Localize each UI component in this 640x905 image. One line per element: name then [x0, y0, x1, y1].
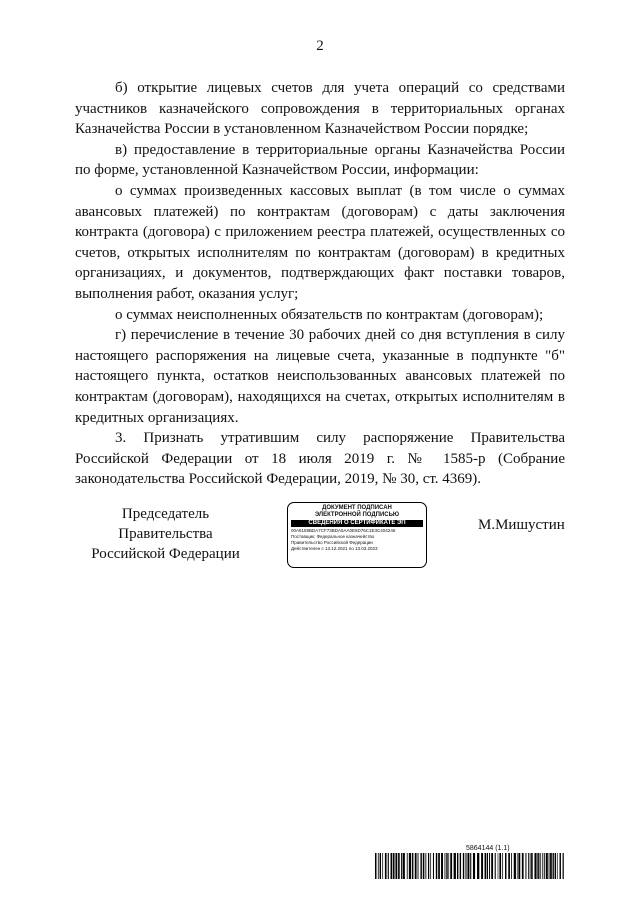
paragraph-obligations: о суммах неисполненных обязательств по контрактам (договорам); [115, 306, 544, 323]
paragraph-g: г) перечисление в течение 30 рабочих дней со дня вступления в силу настоящего распоряжения на лицевые счета, указанные в подпункте "б" настоящего пункта, остатков неиспользованных авансовых платежей по контрактам (договорам), находящихся на счетах, открытых исполнителям в кредитных организациях. [75, 327, 565, 426]
signatory-name: М.Мишустин [478, 517, 565, 533]
stamp-line1: ДОКУМЕНТ ПОДПИСАН [322, 505, 392, 511]
stamp-validity: Действителен с 13.12.2021 по 13.03.2023 [291, 546, 378, 551]
paragraph-v: в) предоставление в территориальные органы Казначейства России по форме, установленной Казначейством России, информации: [75, 141, 565, 179]
stamp-header: СВЕДЕНИЯ О СЕРТИФИКАТЕ ЭП [291, 520, 423, 527]
electronic-signature-stamp [287, 502, 427, 568]
stamp-issuer: Поставщик: Федеральное казначейство [291, 534, 375, 539]
stamp-serial: 00A6159BDA7CF73BDA5AA0E5D76C1E3C404246 [291, 528, 396, 533]
paragraph-3: 3. Признать утратившим силу распоряжение Правительства Российской Федерации от 18 июля 2019 г. № 1585-р (Собрание законодательства Российской Федерации, 2019, № 30, ст. 4369). [75, 430, 565, 488]
document-code: 5864144 (1.1) [466, 845, 510, 852]
page-number: 2 [316, 38, 324, 54]
stamp-owner: Правительство Российской Федерации [291, 540, 373, 545]
paragraph-payments: о суммах произведенных кассовых выплат (в том числе о суммах авансовых платежей) по контрактам (договорам) с даты заключения контракта (договора) с приложением реестра платежей, осуществленных со счетов, открытых исполнителям по контрактам (договорам) в кредитных организациях, и документов, подтверждающих факт поставки товаров, выполнения работ, оказания услуг; [75, 182, 565, 302]
signatory-position-line1: Председатель Правительства [118, 506, 213, 542]
signatory-position [78, 504, 253, 564]
paragraph-b: б) открытие лицевых счетов для учета операций со средствами участников казначейского сопровождения в территориальных органах Казначейства России в установленном Казначейством России порядке; [75, 80, 565, 138]
signatory-position-line2: Российской Федерации [91, 546, 240, 562]
stamp-line2: ЭЛЕКТРОННОЙ ПОДПИСЬЮ [314, 512, 400, 518]
barcode-icon [375, 853, 565, 879]
document-body [75, 78, 565, 490]
